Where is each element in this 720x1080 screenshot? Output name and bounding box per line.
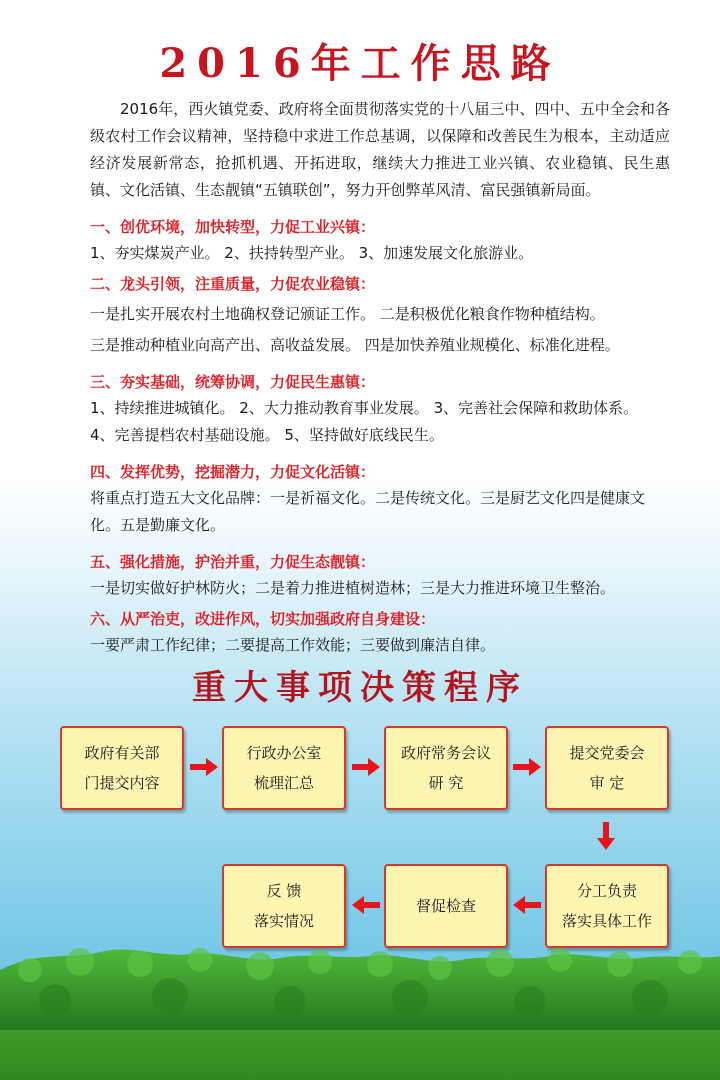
flow-step-line: 门提交内容 <box>84 774 160 792</box>
flow-step-line: 反 馈 <box>266 882 302 900</box>
section-heading: 六、从严治吏，改进作风，切实加强政府自身建设： <box>90 610 436 628</box>
flow-step-line: 落实具体工作 <box>561 912 652 930</box>
section-line: 三是推动种植业向高产出、高收益发展。 四是加快养殖业规模化、标准化进程。 <box>90 336 620 354</box>
forest-landscape-image <box>0 930 720 1080</box>
flow-step-line: 研 究 <box>428 774 464 792</box>
section-5 <box>90 549 670 602</box>
section-line: 1、持续推进城镇化。 2、大力推动教育事业发展。 3、完善社会保障和救助体系。 <box>90 399 639 417</box>
arrow-left-icon <box>513 896 541 914</box>
arrow-right-icon <box>513 758 541 776</box>
flow-step-line: 政府常务会议 <box>400 744 491 762</box>
flow-step-summarize <box>222 726 346 810</box>
intro-paragraph: 2016年，西火镇党委、政府将全面贯彻落实党的十八届三中、四中、五中全会和各级农村工作会议精神，坚持稳中求进工作总基调，以保障和改善民生为根本，主动适应经济发展新常态，抢抓机遇、开拓进取，继续大力推进工业兴镇、农业稳镇、民生惠镇、文化活镇、生态靓镇“五镇联创”，努力开创弊革风清、富民强镇新局面。 <box>90 100 670 199</box>
flow-step-line: 行政办公室 <box>246 744 322 762</box>
section-4 <box>90 459 670 539</box>
arrow-left-icon <box>352 896 380 914</box>
section-1 <box>90 214 670 267</box>
flow-step-line: 审 定 <box>589 774 625 792</box>
flow-title: 重大事项决策程序 <box>192 668 528 708</box>
section-3 <box>90 369 670 449</box>
flow-step-line: 落实情况 <box>253 912 314 930</box>
section-6 <box>90 606 670 659</box>
arrow-down-icon <box>597 822 615 850</box>
flow-step-submit <box>60 726 184 810</box>
section-heading: 三、夯实基础，统筹协调，力促民生惠镇： <box>90 373 376 391</box>
section-line: 一是切实做好护林防火；二是着力推进植树造林；三是大力推进环境卫生整治。 <box>90 579 616 597</box>
page-title: 2016年工作思路 <box>159 40 561 87</box>
flow-step-line: 梳理汇总 <box>253 774 314 792</box>
section-line: 一是扎实开展农村土地确权登记颁证工作。 二是积极优化粮食作物种植结构。 <box>90 305 605 323</box>
section-heading: 四、发挥优势，挖掘潜力，力促文化活镇： <box>90 463 376 481</box>
flow-step-line: 督促检查 <box>415 897 476 915</box>
flow-step-line: 分工负责 <box>576 882 637 900</box>
section-line: 将重点打造五大文化品牌：一是祈福文化。二是传统文化。三是厨艺文化四是健康文化。五是勤廉文化。 <box>90 489 646 534</box>
arrow-right-icon <box>352 758 380 776</box>
arrow-right-icon <box>190 758 218 776</box>
section-line: 4、完善提档农村基础设施。 5、坚持做好底线民生。 <box>90 426 444 444</box>
section-heading: 一、创优环境，加快转型，力促工业兴镇： <box>90 218 376 236</box>
section-line: 一要严肃工作纪律；二要提高工作效能；三要做到廉洁自律。 <box>90 636 496 654</box>
flow-step-line: 提交党委会 <box>569 744 645 762</box>
work-plan-text <box>90 96 670 659</box>
flow-step-line: 政府有关部 <box>84 744 160 762</box>
section-heading: 五、强化措施，护治并重，力促生态靓镇： <box>90 553 376 571</box>
flow-step-research <box>384 726 508 810</box>
section-heading: 二、龙头引领，注重质量，力促农业稳镇： <box>90 275 376 293</box>
flow-step-approve <box>545 726 669 810</box>
section-line: 1、夯实煤炭产业。 2、扶持转型产业。 3、加速发展文化旅游业。 <box>90 244 534 262</box>
section-2 <box>90 271 670 359</box>
